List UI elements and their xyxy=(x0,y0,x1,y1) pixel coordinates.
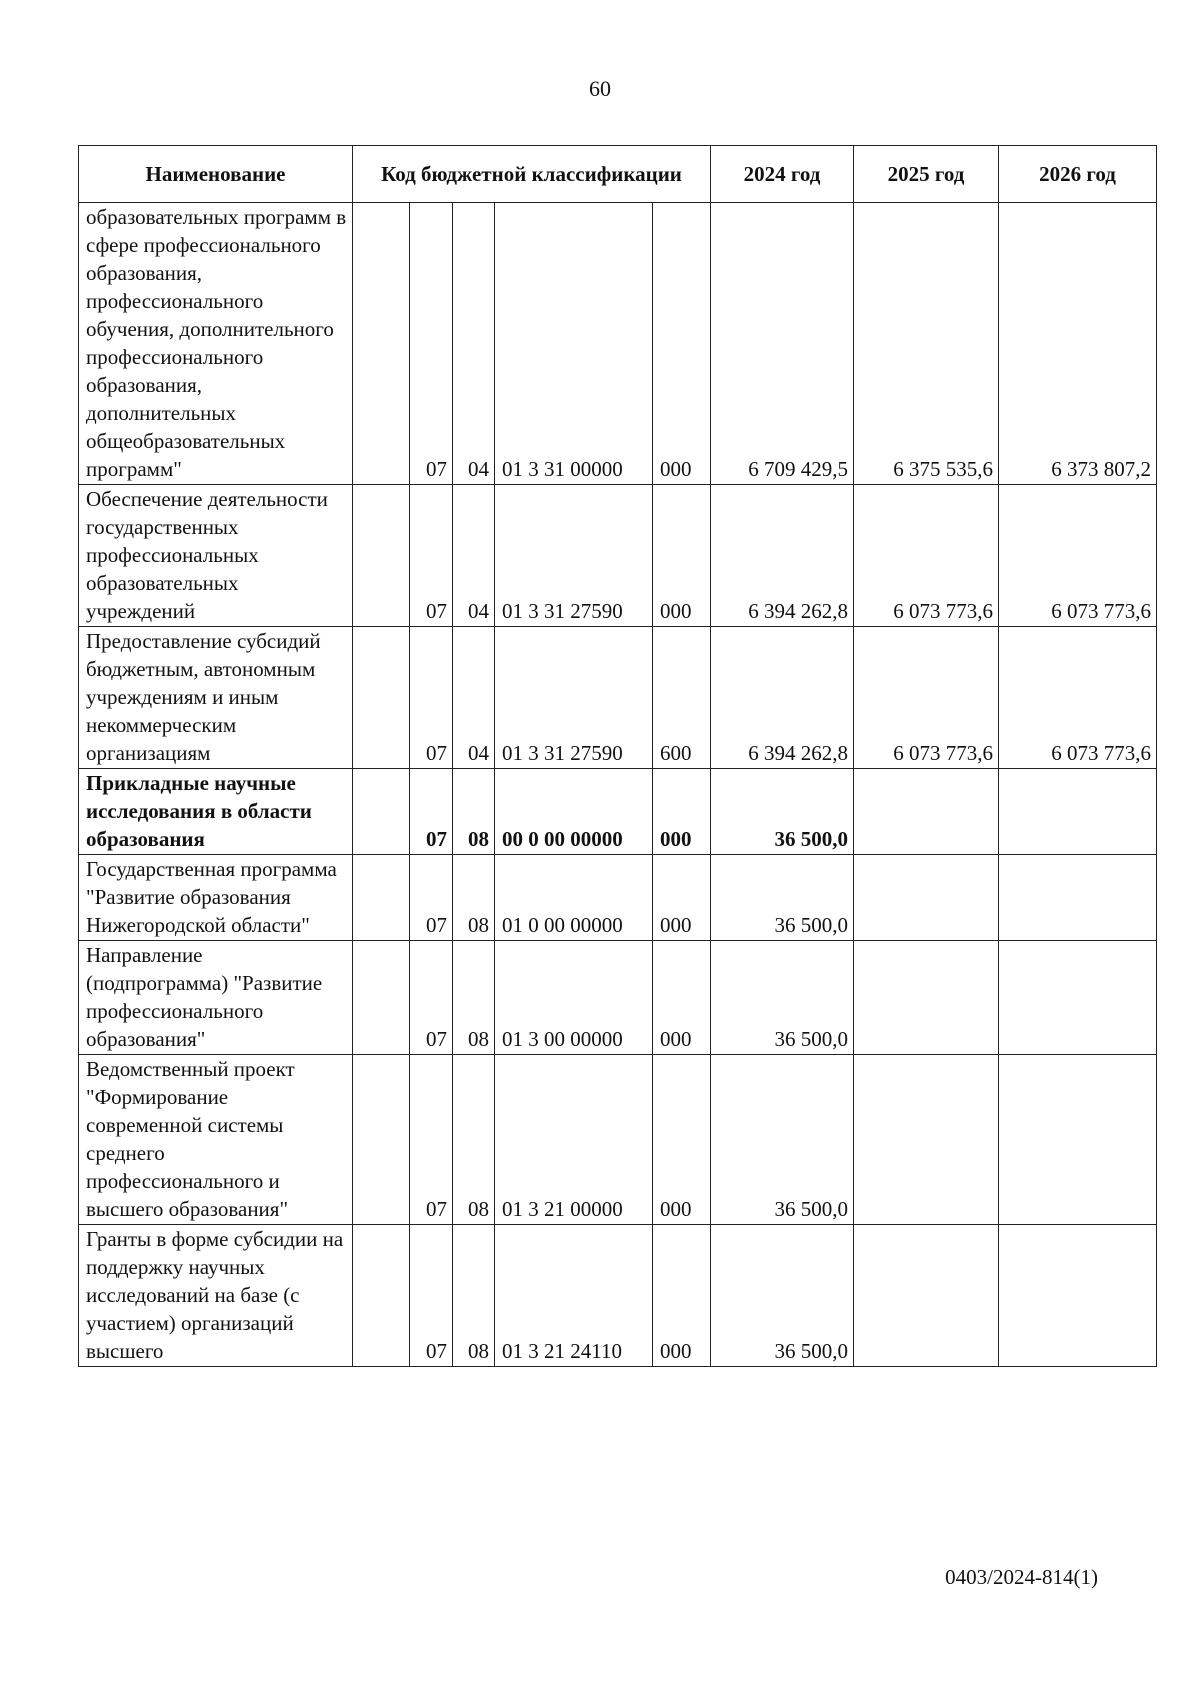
cell-amount-2026: 6 373 807,2 xyxy=(999,203,1157,485)
cell-amount-2024: 36 500,0 xyxy=(711,941,854,1055)
cell-name: Ведомственный проект "Формирование современной системы среднего профессионального и высшего образования" xyxy=(79,1055,353,1225)
table-row xyxy=(79,485,1157,627)
cell-amount-2025 xyxy=(854,769,999,855)
table-header-row xyxy=(79,146,1157,203)
cell-expense-type: 000 xyxy=(653,769,711,855)
cell-subsection: 08 xyxy=(453,855,495,941)
cell-amount-2025 xyxy=(854,1225,999,1367)
cell-subsection: 08 xyxy=(453,1225,495,1367)
cell-subsection: 04 xyxy=(453,627,495,769)
cell-name: Прикладные научные исследования в области образования xyxy=(79,769,353,855)
document-code: 0403/2024-814(1) xyxy=(945,1565,1098,1589)
cell-amount-2025: 6 375 535,6 xyxy=(854,203,999,485)
cell-expense-type: 000 xyxy=(653,1055,711,1225)
cell-amount-2024: 36 500,0 xyxy=(711,769,854,855)
page-number: 60 xyxy=(589,76,611,101)
cell-amount-2025 xyxy=(854,855,999,941)
cell-name: Направление (подпрограмма) "Развитие профессионального образования" xyxy=(79,941,353,1055)
cell-amount-2026 xyxy=(999,855,1157,941)
cell-section: 07 xyxy=(410,203,453,485)
cell-subsection: 04 xyxy=(453,485,495,627)
table-row xyxy=(79,941,1157,1055)
cell-amount-2026: 6 073 773,6 xyxy=(999,485,1157,627)
cell-name: Предоставление субсидий бюджетным, автономным учреждениям и иным некоммерческим организациям xyxy=(79,627,353,769)
cell-section: 07 xyxy=(410,1225,453,1367)
cell-section: 07 xyxy=(410,855,453,941)
cell-name: Гранты в форме субсидии на поддержку научных исследований на базе (с участием) организаций высшего xyxy=(79,1225,353,1367)
cell-amount-2025 xyxy=(854,941,999,1055)
cell-subsection: 08 xyxy=(453,941,495,1055)
cell-expense-type: 000 xyxy=(653,855,711,941)
table-row xyxy=(79,1225,1157,1367)
cell-empty xyxy=(353,1225,410,1367)
cell-empty xyxy=(353,769,410,855)
cell-name: Государственная программа "Развитие образования Нижегородской области" xyxy=(79,855,353,941)
cell-target-article: 01 3 21 24110 xyxy=(495,1225,653,1367)
cell-empty xyxy=(353,627,410,769)
cell-subsection: 08 xyxy=(453,769,495,855)
cell-expense-type: 000 xyxy=(653,203,711,485)
cell-amount-2024: 6 709 429,5 xyxy=(711,203,854,485)
cell-expense-type: 000 xyxy=(653,941,711,1055)
cell-expense-type: 600 xyxy=(653,627,711,769)
cell-empty xyxy=(353,1055,410,1225)
cell-section: 07 xyxy=(410,941,453,1055)
cell-amount-2024: 36 500,0 xyxy=(711,855,854,941)
cell-target-article: 01 3 31 00000 xyxy=(495,203,653,485)
cell-section: 07 xyxy=(410,1055,453,1225)
cell-target-article: 01 0 00 00000 xyxy=(495,855,653,941)
cell-amount-2024: 36 500,0 xyxy=(711,1225,854,1367)
header-budget-code: Код бюджетной классификации xyxy=(353,146,711,203)
cell-amount-2026: 6 073 773,6 xyxy=(999,627,1157,769)
cell-empty xyxy=(353,485,410,627)
cell-amount-2024: 6 394 262,8 xyxy=(711,485,854,627)
cell-amount-2026 xyxy=(999,1225,1157,1367)
budget-table xyxy=(78,145,1157,1367)
cell-empty xyxy=(353,855,410,941)
cell-target-article: 01 3 21 00000 xyxy=(495,1055,653,1225)
cell-expense-type: 000 xyxy=(653,485,711,627)
cell-amount-2025 xyxy=(854,1055,999,1225)
cell-amount-2024: 36 500,0 xyxy=(711,1055,854,1225)
cell-amount-2025: 6 073 773,6 xyxy=(854,485,999,627)
cell-subsection: 04 xyxy=(453,203,495,485)
table-row xyxy=(79,1055,1157,1225)
header-2025: 2025 год xyxy=(854,146,999,203)
cell-subsection: 08 xyxy=(453,1055,495,1225)
header-2026: 2026 год xyxy=(999,146,1157,203)
table-body xyxy=(79,203,1157,1367)
cell-amount-2025: 6 073 773,6 xyxy=(854,627,999,769)
cell-section: 07 xyxy=(410,769,453,855)
cell-empty xyxy=(353,203,410,485)
cell-amount-2026 xyxy=(999,1055,1157,1225)
header-2024: 2024 год xyxy=(711,146,854,203)
cell-section: 07 xyxy=(410,485,453,627)
table-row xyxy=(79,203,1157,485)
cell-amount-2026 xyxy=(999,769,1157,855)
cell-target-article: 01 3 31 27590 xyxy=(495,485,653,627)
cell-target-article: 01 3 00 00000 xyxy=(495,941,653,1055)
cell-name: Обеспечение деятельности государственных профессиональных образовательных учреждений xyxy=(79,485,353,627)
cell-section: 07 xyxy=(410,627,453,769)
cell-amount-2024: 6 394 262,8 xyxy=(711,627,854,769)
cell-name: образовательных программ в сфере профессионального образования, профессионального обучения, дополнительного профессионального образования, дополнительных общеобразовательных программ" xyxy=(79,203,353,485)
table-row xyxy=(79,769,1157,855)
cell-target-article: 01 3 31 27590 xyxy=(495,627,653,769)
cell-amount-2026 xyxy=(999,941,1157,1055)
header-name: Наименование xyxy=(79,146,353,203)
cell-empty xyxy=(353,941,410,1055)
table-row xyxy=(79,627,1157,769)
cell-target-article: 00 0 00 00000 xyxy=(495,769,653,855)
cell-expense-type: 000 xyxy=(653,1225,711,1367)
table-row xyxy=(79,855,1157,941)
